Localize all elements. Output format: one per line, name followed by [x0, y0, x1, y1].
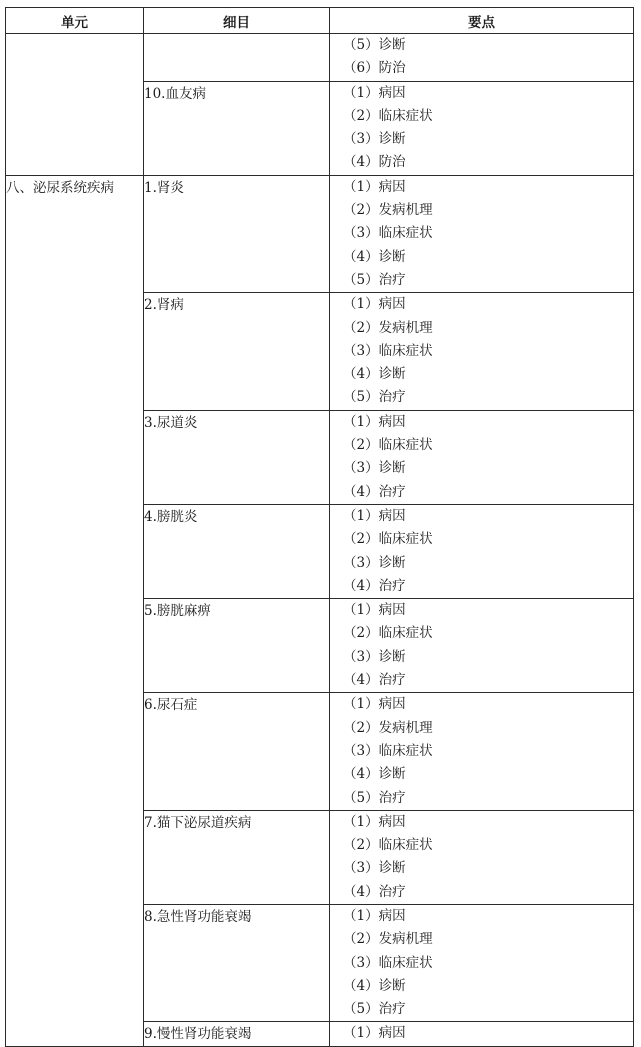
- point-item: （3）诊断: [343, 460, 406, 477]
- point-item: （4）防治: [343, 154, 406, 171]
- point-item: （3）临床症状: [343, 742, 433, 759]
- point-item: （1）病因: [343, 178, 406, 195]
- points-cell: [330, 81, 634, 175]
- point-item: （5）治疗: [343, 271, 406, 288]
- detail-cell: 4.膀胱炎: [144, 504, 330, 598]
- points-list: [330, 693, 633, 809]
- points-cell: [330, 504, 634, 598]
- detail-cell: 7.猫下泌尿道疾病: [144, 810, 330, 904]
- point-item: （4）治疗: [343, 577, 406, 594]
- point-item: （3）临床症状: [343, 342, 433, 359]
- points-cell: [330, 1022, 634, 1046]
- header-unit: 单元: [6, 8, 144, 34]
- points-list: [330, 505, 633, 598]
- detail-cell: 2.肾病: [144, 293, 330, 410]
- points-cell: [330, 410, 634, 504]
- point-item: （1）病因: [343, 602, 406, 619]
- points-list: [330, 599, 633, 692]
- detail-cell: 8.急性肾功能衰竭: [144, 904, 330, 1021]
- points-list: [330, 905, 633, 1021]
- point-item: （2）临床症状: [343, 107, 433, 124]
- point-item: （1）病因: [343, 84, 406, 101]
- syllabus-table: [5, 7, 634, 1047]
- table-header-row: [6, 8, 634, 34]
- header-points: 要点: [330, 8, 634, 34]
- points-cell: [330, 293, 634, 410]
- point-item: （2）临床症状: [343, 531, 433, 548]
- unit-cell: [6, 34, 144, 176]
- point-item: （1）病因: [343, 696, 406, 713]
- points-cell: [330, 810, 634, 904]
- points-cell: [330, 599, 634, 693]
- table-row: [6, 175, 634, 292]
- point-item: （2）发病机理: [343, 719, 433, 736]
- point-item: （1）病因: [343, 413, 406, 430]
- point-item: （3）临床症状: [343, 954, 433, 971]
- table-body: [6, 34, 634, 1047]
- detail-cell: 5.膀胱麻痹: [144, 599, 330, 693]
- point-item: （5）诊断: [343, 37, 406, 53]
- point-item: （4）治疗: [343, 483, 406, 500]
- points-list: [330, 411, 633, 504]
- points-list: [330, 293, 633, 409]
- points-cell: [330, 693, 634, 810]
- point-item: （4）诊断: [343, 366, 406, 383]
- point-item: （5）治疗: [343, 789, 406, 806]
- detail-cell: 6.尿石症: [144, 693, 330, 810]
- point-item: （5）治疗: [343, 1001, 406, 1018]
- detail-cell: 9.慢性肾功能衰竭: [144, 1022, 330, 1046]
- point-item: （1）病因: [343, 296, 406, 313]
- point-item: （4）诊断: [343, 248, 406, 265]
- point-item: （6）防治: [343, 60, 406, 77]
- point-item: （2）发病机理: [343, 202, 433, 219]
- points-list: [330, 176, 633, 292]
- point-item: （1）病因: [343, 907, 406, 924]
- unit-cell: 八、泌尿系统疾病: [6, 175, 144, 1046]
- point-item: （3）诊断: [343, 131, 406, 148]
- point-item: （4）诊断: [343, 766, 406, 783]
- point-item: （1）病因: [343, 1025, 406, 1042]
- points-cell: [330, 175, 634, 292]
- header-detail: 细目: [144, 8, 330, 34]
- point-item: （3）诊断: [343, 554, 406, 571]
- point-item: （1）病因: [343, 813, 406, 830]
- point-item: （3）诊断: [343, 648, 406, 665]
- points-cell: [330, 34, 634, 82]
- point-item: （3）临床症状: [343, 225, 433, 242]
- points-cell: [330, 904, 634, 1021]
- point-item: （2）临床症状: [343, 625, 433, 642]
- points-list: [330, 1022, 633, 1045]
- point-item: （4）治疗: [343, 883, 406, 900]
- point-item: （3）诊断: [343, 860, 406, 877]
- point-item: （2）发病机理: [343, 931, 433, 948]
- detail-cell: 1.肾炎: [144, 175, 330, 292]
- point-item: （2）临床症状: [343, 437, 433, 454]
- points-list: [330, 811, 633, 904]
- detail-cell: 3.尿道炎: [144, 410, 330, 504]
- point-item: （5）治疗: [343, 389, 406, 406]
- point-item: （4）治疗: [343, 672, 406, 689]
- point-item: （2）临床症状: [343, 837, 433, 854]
- point-item: （2）发病机理: [343, 319, 433, 336]
- points-list: [330, 34, 633, 81]
- detail-cell: [144, 34, 330, 82]
- point-item: （4）诊断: [343, 977, 406, 994]
- table-row: [6, 34, 634, 82]
- detail-cell: 10.血友病: [144, 81, 330, 175]
- points-list: [330, 82, 633, 175]
- point-item: （1）病因: [343, 507, 406, 524]
